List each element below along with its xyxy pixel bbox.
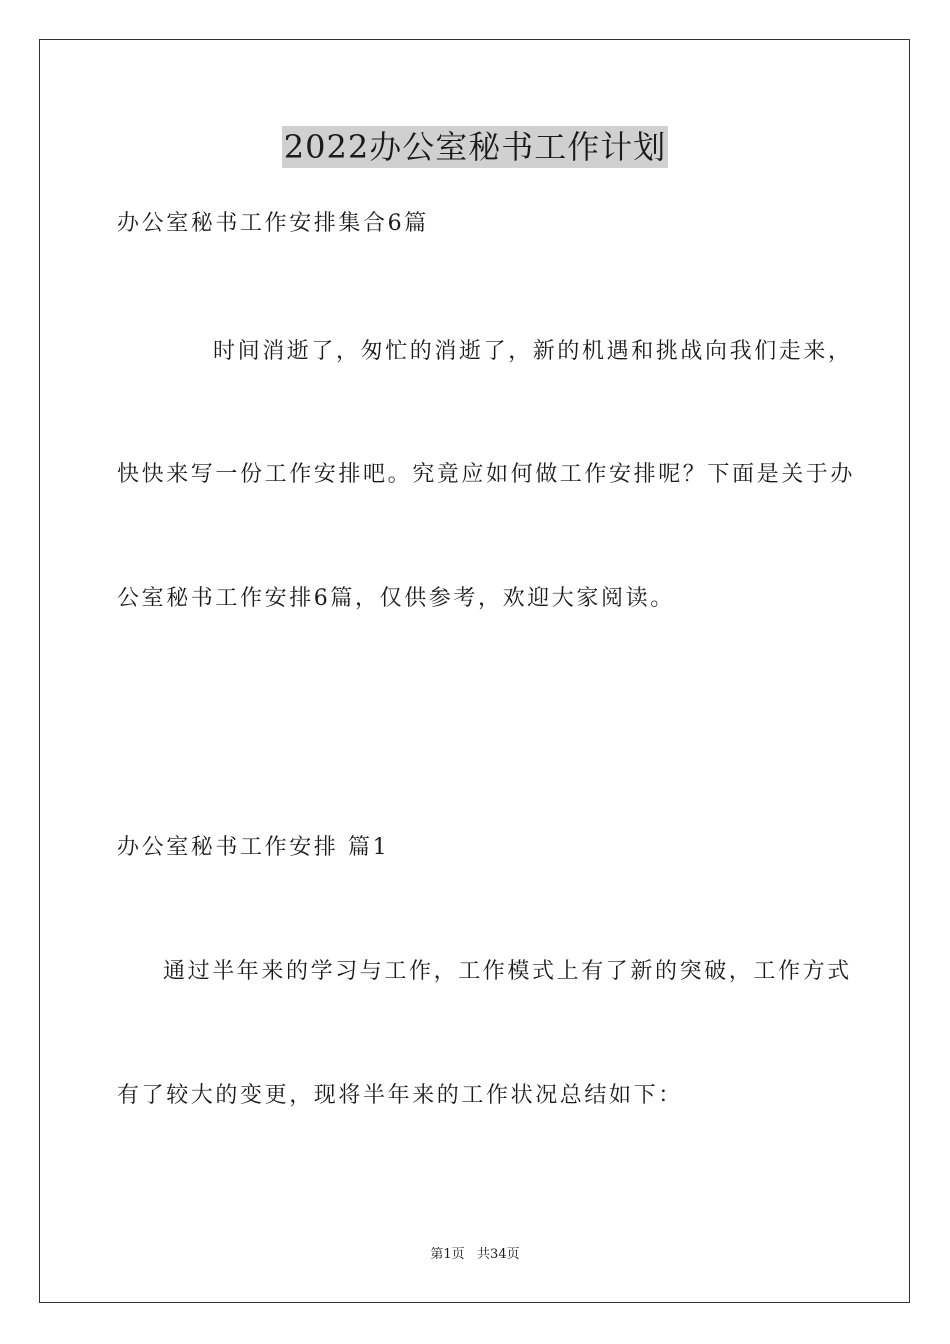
document-title: 2022办公室秘书工作计划: [283, 128, 667, 166]
page-number-footer: 第1页 共34页: [430, 1247, 520, 1262]
title-container: [0, 126, 950, 168]
intro-line: 公室秘书工作安排6篇，仅供参考，欢迎大家阅读。: [117, 586, 675, 611]
intro-line: 快快来写一份工作安排吧。究竟应如何做工作安排呢？下面是关于办: [117, 462, 856, 487]
section-heading: 办公室秘书工作安排 篇1: [117, 835, 390, 860]
intro-line: 时间消逝了，匆忙的消逝了，新的机遇和挑战向我们走来，: [213, 339, 853, 364]
section-line: 通过半年来的学习与工作，工作模式上有了新的突破，工作方式: [163, 959, 852, 984]
section-line: 有了较大的变更，现将半年来的工作状况总结如下：: [117, 1083, 683, 1108]
document-subtitle: 办公室秘书工作安排集合6篇: [117, 211, 429, 236]
